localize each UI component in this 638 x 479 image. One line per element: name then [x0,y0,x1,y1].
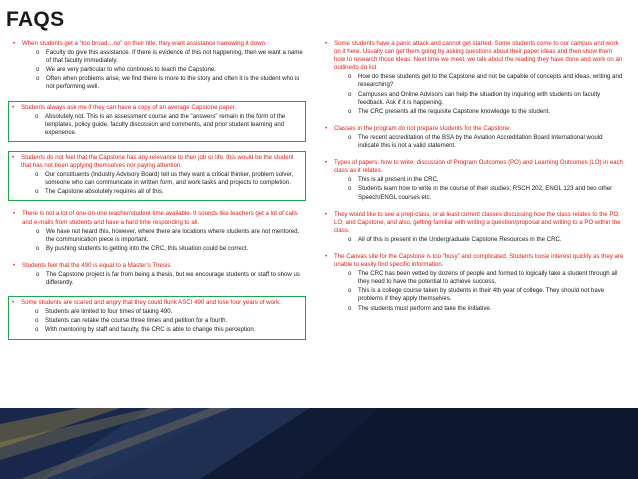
faq-answer [9,171,303,187]
faq-question-text: There is not a lot of one-on-one teacher/student time available. It sounds like teachers get a lot of calls and e-mails from students and have a hard time responding to all. [22,210,298,226]
page-title: FAQS [6,8,65,31]
faq-answer [322,305,624,313]
faq-answer [322,185,624,201]
footer-graphic [0,408,638,479]
faq-question [9,104,303,112]
faq-answer [9,308,303,316]
sub-bullet-icon: o [348,235,352,243]
faq-answer [322,236,624,244]
sub-bullet-icon: o [35,326,39,334]
sub-bullet-icon: o [36,270,40,278]
faq-question-text: Some students have a panic attack and cannot get started. Some students come to our campus and work on it here. Usually can get them going by asking questions about their paper ideas and then show them how to research those ideas. Next time we meet, we talk about the reading they have done and work on an outline/to do list [334,40,623,72]
faq-answer [10,49,306,65]
bullet-icon: • [12,299,15,307]
sub-bullet-icon: o [35,171,39,179]
faq-question [322,211,624,235]
sub-bullet-icon: o [35,188,39,196]
sub-bullet-icon: o [348,185,352,193]
left-faq-item [8,101,306,142]
faq-answer [10,228,306,244]
right-faq-item [322,159,624,201]
left-faq-item [10,210,306,252]
sub-bullet-icon: o [36,49,40,57]
faq-question-text: When students get a “too broad…no” on their title, they want assistance narrowing it down. [22,40,267,47]
faq-answer-text: This is all present in the CRC. [358,176,439,184]
sub-bullet-icon: o [35,308,39,316]
faq-answer [9,317,303,325]
faq-answer [10,75,306,91]
faq-answer-text: By pushing students to getting into the CRC, this situation could be correct. [46,244,249,252]
faq-question-text: The Canvas site for the Capstone is too “busy” and complicated. Students loose interest quickly as they are unable to easily find specific information. [334,252,624,269]
left-faq-item [10,262,306,287]
faq-question-text: Students always ask me if they can have a copy of an average Capstone paper. [21,103,237,111]
faq-answer-text: How do these students get to the Capstone and not be capable of concepts and ideas, writing and researching? [358,73,623,89]
faq-answer-text: The CRC has been vetted by dozens of people and formed to logically take a student through all they need to have the potential to achieve success. [358,270,618,286]
bullet-icon: • [325,210,328,218]
faq-answer [9,326,303,334]
sub-bullet-icon: o [36,75,40,83]
right-faq-item [322,40,624,116]
faq-question [9,299,303,307]
left-faq-item [8,151,306,201]
faq-answer-text: The Capstone project is far from being a thesis, but we encourage students or staff to show us differently. [46,270,300,287]
faq-answer [322,73,624,89]
sub-bullet-icon: o [348,90,352,98]
faq-answer-text: We are very particular to who continues to teach the Capstone. [46,66,216,74]
bullet-icon: • [325,252,328,260]
faq-answer-text: Students learn how to write in the course of their studies; RSCH 202, ENGL 123 and two other Speech/ENGL courses etc. [358,185,613,201]
faq-answer [9,113,303,137]
right-faq-item [322,125,624,150]
faq-answer [322,176,624,184]
bullet-icon: • [13,210,16,218]
sub-bullet-icon: o [348,176,352,184]
sub-bullet-icon: o [348,270,352,278]
faq-answer [322,108,624,116]
faq-answer [322,270,624,286]
faq-answer [10,271,306,287]
bullet-icon: • [325,159,328,167]
faq-question [9,154,303,170]
faq-question-text: They would like to see a prep-class, or at least current classes discussing how the class relates to the PO, LO, and Capstone, and also, getting familiar with writing a question/proposal and writing to a PO within the class. [334,210,621,234]
faq-answer-text: All of this is present in the Undergraduate Capstone Resources in the CRC. [358,235,562,243]
bullet-icon: • [325,124,328,132]
left-faq-item [10,40,306,92]
faq-answer-text: Students are limited to four times of taking 490. [45,308,173,316]
left-column [10,40,306,349]
faq-answer-text: This is a college course taken by students in their 4th year of college. They should not have problems if they apply themselves. [358,287,605,303]
sub-bullet-icon: o [348,287,352,295]
faq-answer-text: The CRC presents all the requisite Capstone knowledge to the student. [358,107,551,115]
faq-question [10,210,306,226]
faq-answer-text: Campuses and Online Advisors can help the situation by inquiring with students on faculty feedback. Ask if it is happening. [358,90,601,106]
faq-answer [10,66,306,74]
faq-question-text: Students feel that the 490 is equal to a Master’s Thesis. [22,261,173,269]
bullet-icon: • [325,40,328,47]
faq-question [322,159,624,175]
faq-question [322,253,624,269]
faq-answer-text: With mentoring by staff and faculty, the CRC is able to change this perception. [45,326,256,334]
sub-bullet-icon: o [36,244,40,252]
right-faq-item [322,211,624,244]
right-faq-item [322,253,624,313]
sub-bullet-icon: o [35,317,39,325]
faq-answer-text: We have not heard this, however, where there are locations where students are not mentored, the communication piece is important. [46,227,300,243]
sub-bullet-icon: o [36,66,40,74]
faq-question-text: Students do not feel that the Capstone has any relevance to their job or life. this would be the student that has not been applying themselves nor paying attention. [21,153,294,170]
faq-question-text: Types of papers, how to write, discussion of Program Outcomes (PO) and Learning Outcomes (LO) in each class as it relates. [334,159,623,175]
sub-bullet-icon: o [348,107,352,115]
sub-bullet-icon: o [35,112,39,120]
sub-bullet-icon: o [36,227,40,235]
bullet-icon: • [12,153,15,161]
faq-answer-text: Absolutely not. This is an assessment course and the "answers" remain in the form of the templates, policy guide, faculty discussion and comments, and prior student learning and experience. [45,112,286,136]
faq-question [10,40,306,48]
faq-answer [10,245,306,253]
faq-question [10,262,306,270]
faq-answer-text: Our constituents (Industry Advisory Board) tell us they want a critical thinker, problem solver, someone who can communicate in written form, and work tasks and projects to completion. [45,171,294,187]
faq-answer-text: The Capstone absolutely requires all of this. [45,188,164,196]
bullet-icon: • [13,40,16,47]
faq-answer [9,188,303,196]
faq-answer-text: Faculty do give this assistance. If there is evidence of this not happening, then we want a name of that faculty immediately. [46,49,303,65]
right-column [322,40,624,322]
faq-answer-text: The students must perform and take the initiative. [358,304,492,312]
faq-question [322,40,624,72]
sub-bullet-icon: o [348,73,352,81]
bullet-icon: • [13,261,16,269]
faq-question-text: Classes in the program do not prepare students for the Capstone. [334,124,512,132]
faq-answer [322,91,624,107]
faq-answer-text: Students can retake the course three times and petition for a fourth. [45,317,228,325]
sub-bullet-icon: o [348,304,352,312]
sub-bullet-icon: o [348,133,352,141]
faq-answer [322,287,624,303]
faq-question [322,125,624,133]
left-faq-item [8,296,306,339]
footer-banner [0,408,638,479]
faq-question-text: Some students are scared and angry that they could flunk ASCI 490 and lose four years of work. [21,299,281,307]
bullet-icon: • [12,103,15,111]
faq-answer-text: The recent accreditation of the BSA by the Aviation Accreditation Board International would indicate this is not a valid statement. [358,133,603,150]
faq-answer [322,134,624,150]
faq-answer-text: Often when problems arise, we find there is more to the story and often it is the student who is not performing well. [46,75,300,91]
